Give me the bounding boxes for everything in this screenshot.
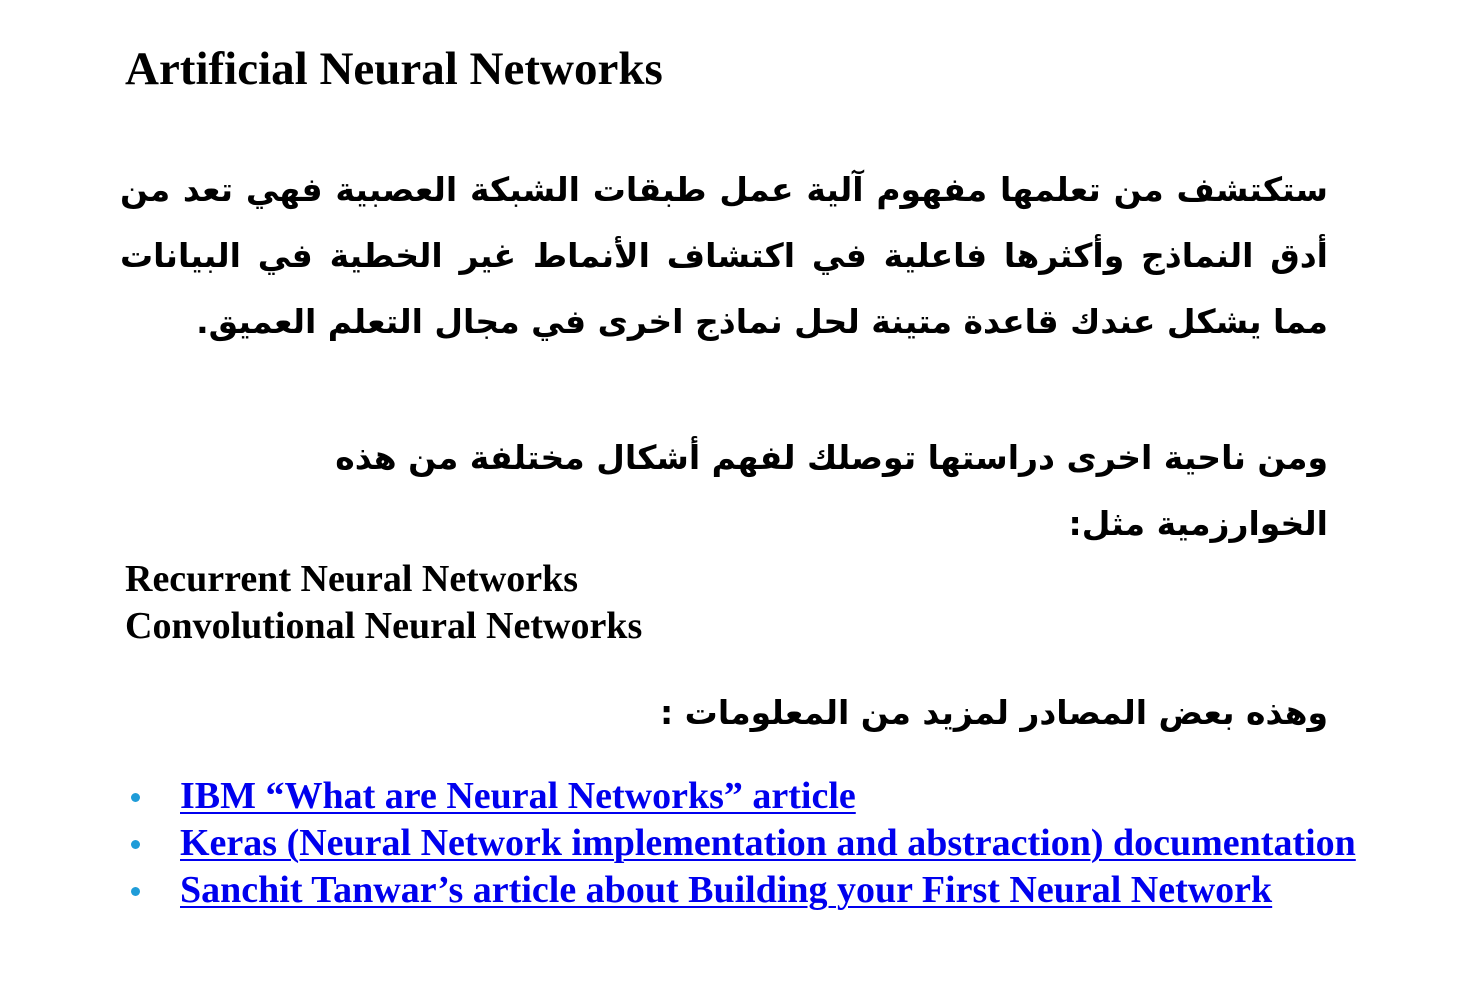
bullet-icon	[131, 793, 140, 802]
resource-link-item	[127, 867, 1356, 914]
bullet-icon	[131, 840, 140, 849]
sanchit-tanwar-article-link[interactable]: Sanchit Tanwar’s article about Building your First Neural Network	[180, 869, 1273, 911]
page-title: Artificial Neural Networks	[125, 43, 663, 95]
ibm-article-link[interactable]: IBM “What are Neural Networks” article	[180, 775, 856, 817]
bullet-icon	[131, 887, 140, 896]
second-paragraph-line-2: الخوارزمية مثل:	[1068, 504, 1328, 543]
model-item-cnn: Convolutional Neural Networks	[125, 605, 643, 647]
model-list	[125, 556, 642, 650]
second-paragraph	[120, 425, 1328, 557]
intro-paragraph: ستكتشف من تعلمها مفهوم آلية عمل طبقات الشبكة العصبية فهي تعد من أدق النماذج وأكثرها فاعلية في اكتشاف الأنماط غير الخطية في البيانات مما يشكل عندك قاعدة متينة لحل نماذج اخرى في مجال التعلم العميق.	[120, 170, 1328, 341]
keras-documentation-link[interactable]: Keras (Neural Network implementation and abstraction) documentation	[180, 822, 1356, 864]
sources-heading: وهذه بعض المصادر لمزيد من المعلومات :	[660, 693, 1328, 732]
resource-links-list	[127, 773, 1356, 914]
resource-link-item	[127, 773, 1356, 820]
second-paragraph-line-1: ومن ناحية اخرى دراستها توصلك لفهم أشكال مختلفة من هذه	[335, 438, 1328, 477]
model-item-rnn: Recurrent Neural Networks	[125, 558, 579, 600]
resource-link-item	[127, 820, 1356, 867]
